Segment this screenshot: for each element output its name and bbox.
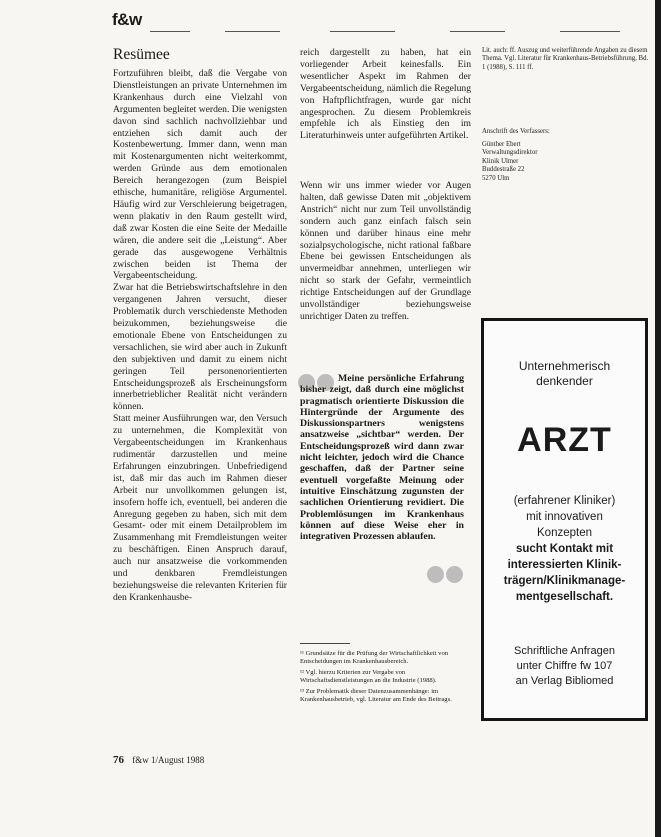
- article-column-2-top: [300, 47, 471, 142]
- ad-intro: [484, 359, 645, 389]
- ad-body-line: (erfahrener Kliniker): [513, 495, 616, 507]
- classified-advertisement: [481, 318, 648, 721]
- header-rule: [450, 31, 505, 32]
- header-rule: [225, 31, 280, 32]
- header-rule: [560, 31, 620, 32]
- pull-quote-text: Meine persönliche Erfahrung bisher zeigt, daß durch eine möglichst pragmatisch orientierte Diskussion die Hintergründe der Argumente des Diskussionspartners wenigstens ansatzweise „sichtbar“ werden. Der Entscheidungsprozeß wird dann zwar nicht leichter, jedoch wird die Chance geschaffen, daß der Partner seine eventuell vorgefaßte Meinung oder intuitive Einschätzung zugunsten der sachlichen Orientierung revidiert. Die Problemlösungen im Krankenhaus können auf diese Weise eher in integrativen Prozessen ablaufen.: [300, 373, 464, 543]
- ad-body-line: trägern/Klinikmanage-: [503, 575, 626, 587]
- paragraph: Wenn wir uns immer wieder vor Augen halten, daß gewisse Daten mit „objektivem Anstrich“ nicht nur zum Teil unvollständig sondern auch ganz einfach falsch sein können und darüber hinaus eine mehr sozialpsychologische, nicht rational faßbare Ebene bei gewissen Entscheidungen als unvermeidbar annehmen, unterliegen wir nicht so stark der Gefahr, vermeintlich richtige Entscheidungen auf der Grundlage unvollständiger beziehungsweise unrichtiger Daten zu treffen.: [300, 180, 471, 322]
- ad-contact-line: unter Chiffre fw 107: [516, 660, 613, 672]
- paragraph: Fortzuführen bleibt, daß die Vergabe von Dienstleistungen an private Unternehmen im Krankenhaus durch eine Vielzahl von Argumenten begleitet werden. Die wenigsten davon sind sachlich nachvollziehbar und entziehen sich damit auch der Kostenbewertung. Immer dann, wenn man mit Kostenargumenten nicht weiterkommt, werden Gründe aus dem emotionalen Bereich herangezogen (zum Beispiel ethische, humanitäre, religiöse Argumentel. Häufig wird zur Verschleierung beigetragen, wenn plakativ in den Raum gestellt wird, daß zwar Kosten die eine Seite der Medaille wären, die andere seit die „Leistung“. Aber gerade das ausgewogene Verhältnis zwischen beiden ist Thema der Vergabeentscheidung.: [113, 68, 287, 282]
- magazine-logo: f&w: [112, 10, 142, 29]
- address-label: Anschrift des Verfassers:: [482, 128, 550, 135]
- paragraph: reich dargestellt zu haben, hat ein vorliegender Arbeit keinesfalls. Ein wesentlicher Aspekt im Rahmen der Vergabeentscheidung, nämlich die Regelung von Haftpflichtfragen, wurde gar nicht angesprochen. Zu diesem Problemkreis empfehle ich als Einstieg den im Literaturhinweis unter aufgeführten Artikel.: [300, 47, 471, 142]
- page-number: 76: [113, 754, 124, 766]
- decorative-dot-icon: [427, 566, 444, 583]
- ad-contact-line: Schriftliche Anfragen: [514, 645, 615, 657]
- author-address: [482, 128, 632, 183]
- article-heading: Resümee: [113, 46, 170, 63]
- ad-contact: [484, 644, 645, 689]
- ad-body: [488, 493, 641, 605]
- address-line: Buddestraße 22: [482, 166, 525, 173]
- paragraph: Statt meiner Ausführungen war, den Versuch zu unternehmen, die Komplexität von Vergabeentscheidungen im Krankenhaus rudimentär darzustellen und meine Erfahrungen einzubringen. Unbefriedigend ist, daß mir das auch im Rahmen dieser Arbeit nur unvollkommen gelungen ist, insofern hoffe ich, eventuell, bei anderen die Anregung gegeben zu haben, sich mit dem Gesamt- oder mit einem Detailproblem im Zusammenhang mit Fremdleistungen weiter zu beschäftigen. Einen Anspruch darauf, auch nur ansatzweise die vorkommenden und denkbaren Fremdleistungen beziehungsweise die relevanten Kriterien für den Krankenhausbe-: [113, 413, 287, 603]
- footnote: ¹³ Zur Problematik dieser Datenzusammenhänge: im Krankenhausbetrieb, vgl. Literatur am Ende des Beitrags.: [300, 688, 452, 703]
- decorative-dot-icon: [446, 566, 463, 583]
- header-rule: [330, 31, 395, 32]
- ad-body-line: mentgesellschaft.: [515, 591, 614, 603]
- sidebar-references: Lit. auch: ff. Auszug und weiterführende Angaben zu diesem Thema. Vgl. Literatur für Krankenhaus-Betriebsführung, Bd. 1 (1988), S. 111 ff.: [482, 47, 649, 71]
- address-line: Klinik Ulmer: [482, 157, 519, 165]
- footnotes: [300, 650, 472, 707]
- article-column-2-mid: [300, 180, 471, 323]
- footnote-rule: [300, 643, 350, 644]
- ad-body-line: Konzepten: [537, 527, 592, 539]
- article-column-1: [113, 68, 287, 604]
- page-edge-shadow: [655, 0, 661, 837]
- ad-body-line: mit innovativen: [526, 511, 603, 523]
- footnote: ¹¹ Grundsätze für die Prüfung der Wirtschaftlichkeit von Entscheidungen im Krankenhausbereich.: [300, 650, 449, 665]
- address-line: Verwaltungsdirektor: [482, 149, 538, 156]
- ad-intro-line: Unternehmerisch: [518, 359, 611, 373]
- address-line: 5270 Ulm: [482, 174, 510, 182]
- ad-headline: ARZT: [517, 421, 612, 459]
- ad-intro-line: denkender: [536, 374, 593, 388]
- ad-body-line: sucht Kontakt mit: [515, 543, 614, 555]
- issue-label: f&w 1/August 1988: [132, 755, 205, 765]
- footnote: ¹² Vgl. hierzu Kriterien zur Vergabe von Wirtschaftsdienstleistungen an die Industrie (1988).: [300, 669, 437, 684]
- address-line: Günther Ebert: [482, 140, 521, 148]
- paragraph: Zwar hat die Betriebswirtschaftslehre in den vergangenen Jahren versucht, dieser Problematik durch verschiedenste Methoden beizukommen, beziehungsweise die emotionale Ebene von Entscheidungen zu versachlichen, sie wird aber auch in Zukunft den subjektiven und damit zu einem nicht geringen Teil personenorientierten Entscheidungsprozeß als Erscheinungsform innerbetrieblicher Realität nicht verändern können.: [113, 282, 287, 413]
- header-rule: [150, 31, 190, 32]
- ad-body-line: interessierten Klinik-: [507, 559, 622, 571]
- page-footer: [113, 754, 204, 766]
- ad-contact-line: an Verlag Bibliomed: [515, 675, 614, 687]
- pull-quote: [300, 373, 464, 542]
